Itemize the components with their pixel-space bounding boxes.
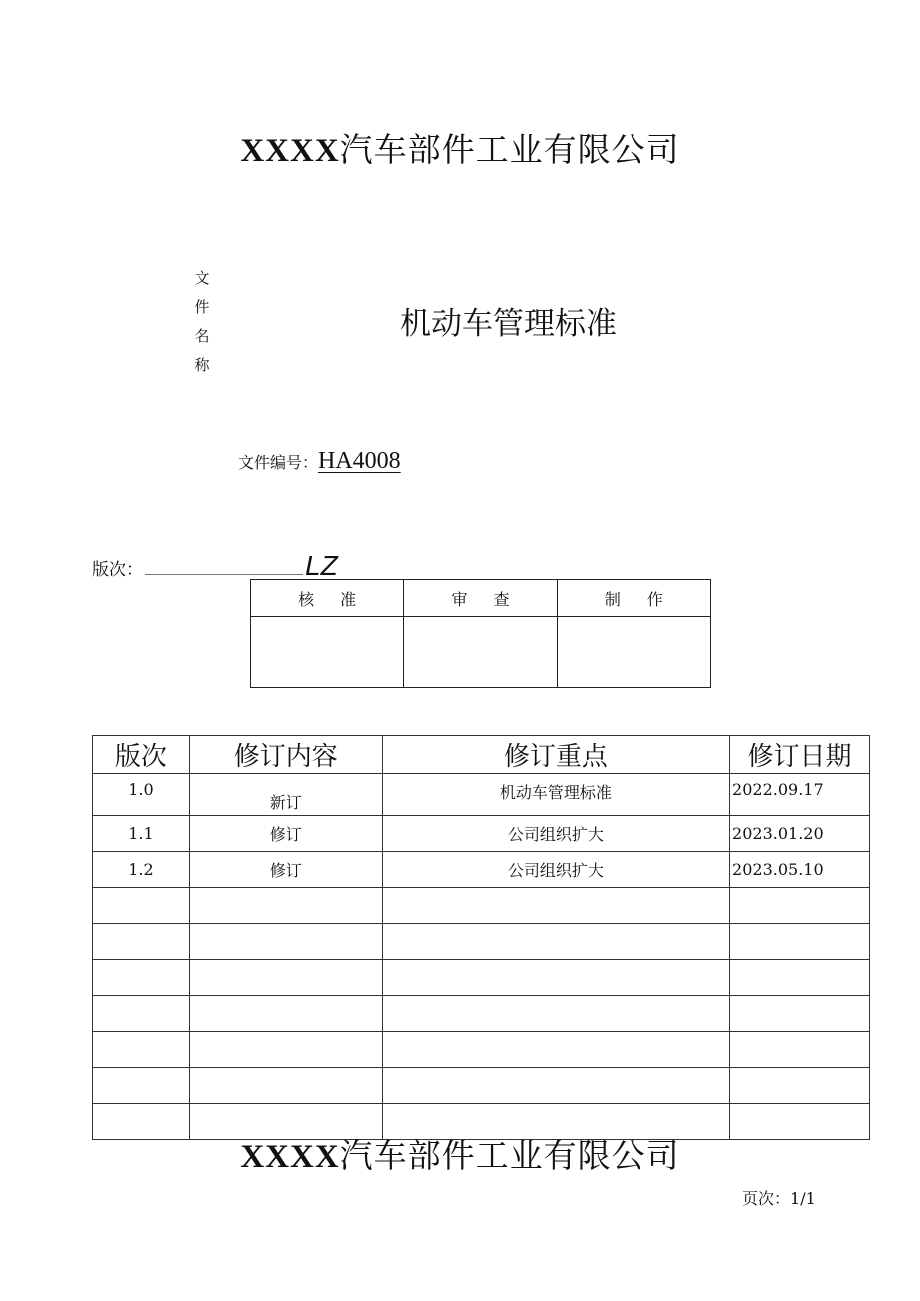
page-number-label: 页次：	[742, 1189, 791, 1208]
revision-header-edition: 版次	[93, 736, 190, 774]
table-row	[93, 816, 870, 852]
empty-cell	[93, 1032, 190, 1068]
table-row	[93, 852, 870, 888]
revision-focus: 公司组织扩大	[382, 852, 729, 888]
revision-content: 新订	[189, 774, 382, 816]
doc-name-label-char: 文	[194, 269, 210, 287]
empty-cell	[382, 924, 729, 960]
company-name: 汽车部件工业有限公司	[339, 130, 680, 169]
empty-cell	[189, 996, 382, 1032]
approval-header-review: 审查	[404, 580, 557, 617]
empty-cell	[189, 1068, 382, 1104]
revision-header-row	[93, 736, 870, 774]
empty-cell	[93, 924, 190, 960]
edition-label: 版次：	[92, 560, 143, 580]
table-row	[93, 1032, 870, 1068]
empty-cell	[93, 888, 190, 924]
approval-signature-row	[251, 617, 711, 688]
empty-cell	[189, 1032, 382, 1068]
document-number-value: HA4008	[318, 448, 401, 474]
revision-date: 2023.05.10	[730, 852, 870, 888]
table-row	[93, 774, 870, 816]
empty-cell	[382, 1032, 729, 1068]
empty-cell	[382, 996, 729, 1032]
empty-cell	[189, 924, 382, 960]
revision-header-content: 修订内容	[189, 736, 382, 774]
revision-table	[92, 735, 870, 1140]
edition-row	[92, 550, 338, 582]
approval-table	[250, 579, 711, 688]
revision-date: 2023.01.20	[730, 816, 870, 852]
approval-signature-cell	[557, 617, 710, 688]
company-prefix: XXXX	[240, 133, 340, 169]
approval-signature-cell	[251, 617, 404, 688]
document-number	[238, 448, 401, 475]
revision-focus: 公司组织扩大	[382, 816, 729, 852]
approval-header-prepare: 制作	[557, 580, 710, 617]
doc-name-label-char: 件	[194, 298, 210, 316]
approval-header-row	[251, 580, 711, 617]
empty-cell	[93, 996, 190, 1032]
doc-name-label-char: 称	[194, 356, 210, 374]
table-row	[93, 960, 870, 996]
empty-cell	[730, 1068, 870, 1104]
empty-cell	[730, 1032, 870, 1068]
company-name-footer	[0, 1130, 920, 1177]
empty-cell	[93, 1068, 190, 1104]
empty-cell	[189, 960, 382, 996]
company-name: 汽车部件工业有限公司	[339, 1136, 680, 1175]
empty-cell	[730, 960, 870, 996]
approval-signature-cell	[404, 617, 557, 688]
empty-cell	[730, 996, 870, 1032]
page-number-value: 1/1	[790, 1189, 816, 1208]
page-number	[742, 1186, 816, 1209]
empty-cell	[93, 960, 190, 996]
empty-cell	[730, 888, 870, 924]
document-number-label: 文件编号：	[238, 453, 319, 472]
revision-edition: 1.1	[93, 816, 190, 852]
revision-date: 2022.09.17	[730, 774, 870, 816]
revision-header-date: 修订日期	[730, 736, 870, 774]
empty-cell	[382, 888, 729, 924]
doc-name-label-char: 名	[194, 327, 210, 345]
revision-focus: 机动车管理标准	[382, 774, 729, 816]
empty-cell	[730, 924, 870, 960]
empty-cell	[382, 960, 729, 996]
revision-edition: 1.2	[93, 852, 190, 888]
revision-edition: 1.0	[93, 774, 190, 816]
empty-cell	[382, 1068, 729, 1104]
doc-name-label	[190, 264, 214, 380]
company-name-header	[0, 124, 920, 171]
approval-header-approve: 核准	[251, 580, 404, 617]
company-prefix: XXXX	[240, 1139, 340, 1175]
edition-underline	[145, 573, 303, 575]
table-row	[93, 888, 870, 924]
document-title: 机动车管理标准	[400, 306, 617, 342]
table-row	[93, 1068, 870, 1104]
revision-content: 修订	[189, 852, 382, 888]
table-row	[93, 924, 870, 960]
revision-content: 修订	[189, 816, 382, 852]
empty-cell	[189, 888, 382, 924]
edition-value: LZ	[305, 550, 338, 581]
table-row	[93, 996, 870, 1032]
revision-header-focus: 修订重点	[382, 736, 729, 774]
